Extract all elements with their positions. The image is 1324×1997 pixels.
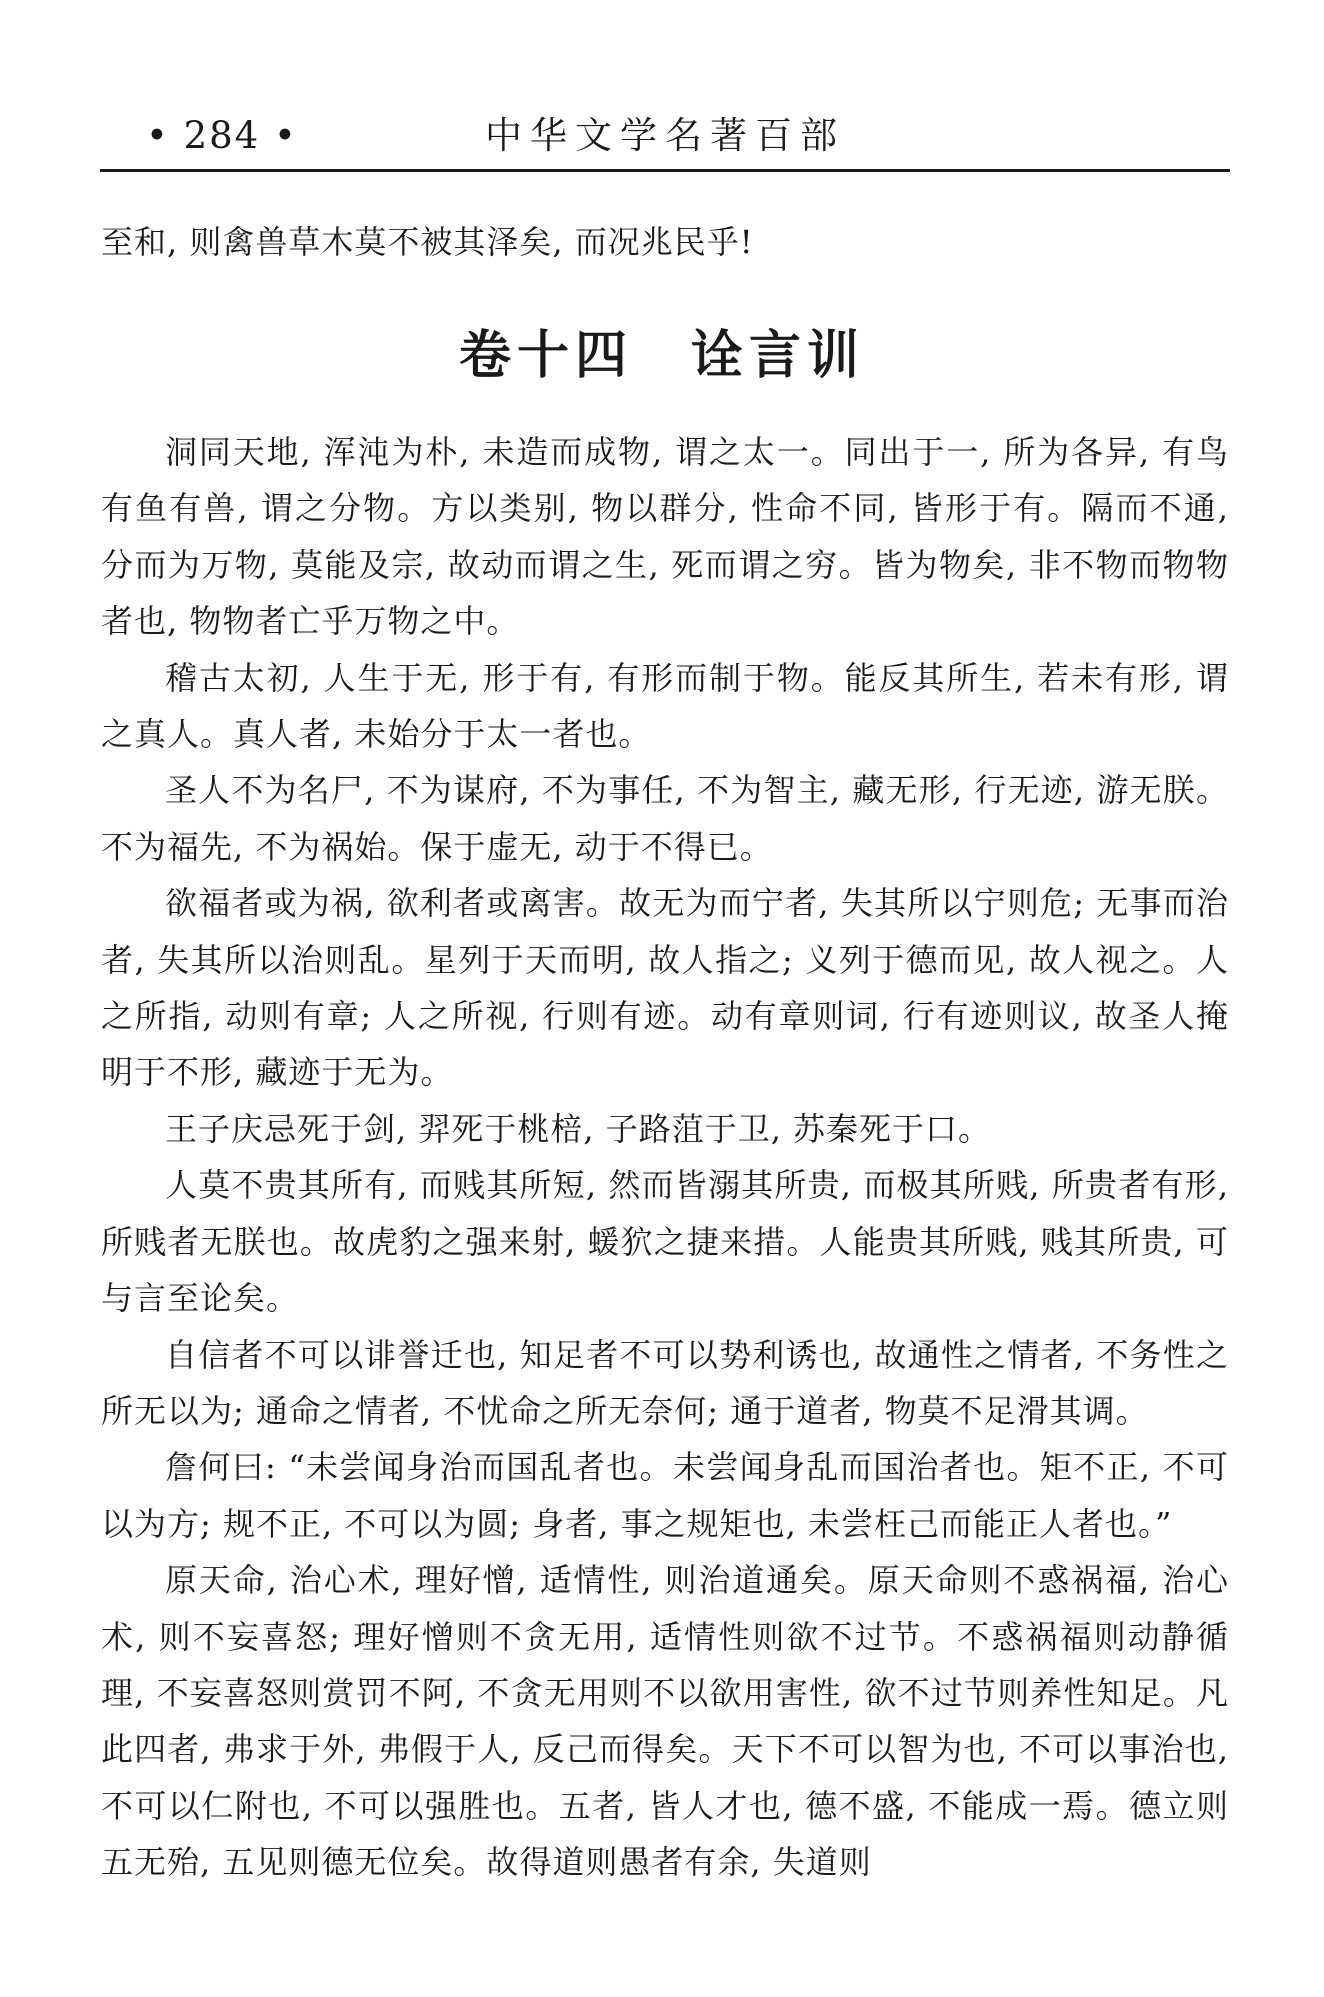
header-rule [100, 169, 1230, 172]
chapter-title: 卷十四 诠言训 [458, 326, 865, 386]
paragraph: 洞同天地, 浑沌为朴, 未造而成物, 谓之太一。同出于一, 所为各异, 有鸟有鱼有兽, 谓之分物。方以类别, 物以群分, 性命不同, 皆形于有。隔而不通, 分而为万物, 莫能及宗, 故动而谓之生, 死而谓之穷。皆为物矣, 非不物而物物者也, 物物者亡乎万物之中。 [101, 433, 1229, 641]
paragraph: 欲福者或为祸, 欲利者或离害。故无为而宁者, 失其所以宁则危; 无事而治者, 失其所以治则乱。星列于天而明, 故人指之; 义列于德而见, 故人视之。人之所指, 动则有章; 人之所视, 行则有迹。动有章则词, 行有迹则议, 故圣人掩明于不形, 藏迹于无为。 [101, 884, 1229, 1092]
paragraph: 原天命, 治心术, 理好憎, 适情性, 则治道通矣。原天命则不惑祸福, 治心术, 则不妄喜怒; 理好憎则不贪无用, 适情性则欲不过节。不惑祸福则动静循理, 不妄喜怒则赏罚不阿, 不贪无用则不以欲用害性, 欲不过节则养性知足。凡此四者, 弗求于外, 弗假于人, 反己而得矣。天下不可以智为也, 不可以事治也, 不可以仁附也, 不可以强胜也。五者, 皆人才也, 德不盛, 不能成一焉。德立则五无殆, 五见则德无位矣。故得道则愚者有余, 失道则 [101, 1561, 1229, 1882]
paragraph: 人莫不贵其所有, 而贱其所短, 然而皆溺其所贵, 而极其所贱, 所贵者有形, 所贱者无朕也。故虎豹之强来射, 蝯狖之捷来措。人能贵其所贱, 贱其所贵, 可与言至论矣。 [101, 1166, 1229, 1318]
paragraph: 稽古太初, 人生于无, 形于有, 有形而制于物。能反其所生, 若未有形, 谓之真人。真人者, 未始分于太一者也。 [101, 658, 1229, 754]
continued-text-line: 至和, 则禽兽草木莫不被其泽矣, 而况兆民乎! [101, 223, 754, 261]
page-header [100, 108, 1230, 164]
paragraph: 王子庆忌死于剑, 羿死于桃棓, 子路菹于卫, 苏秦死于口。 [165, 1109, 992, 1148]
chapter-body [101, 424, 1229, 1891]
page-number: • 284 • [146, 114, 298, 157]
running-head: 中华文学名著百部 [485, 114, 845, 157]
paragraph: 圣人不为名尸, 不为谋府, 不为事任, 不为智主, 藏无形, 行无迹, 游无朕。不为福先, 不为祸始。保于虚无, 动于不得已。 [101, 771, 1229, 866]
paragraph: 詹何曰: “未尝闻身治而国乱者也。未尝闻身乱而国治者也。矩不正, 不可以为方; 规不正, 不可以为圆; 身者, 事之规矩也, 未尝枉己而能正人者也。” [101, 1448, 1229, 1543]
paragraph: 自信者不可以诽誉迁也, 知足者不可以势利诱也, 故通性之情者, 不务性之所无以为; 通命之情者, 不忧命之所无奈何; 通于道者, 物莫不足滑其调。 [101, 1335, 1229, 1430]
